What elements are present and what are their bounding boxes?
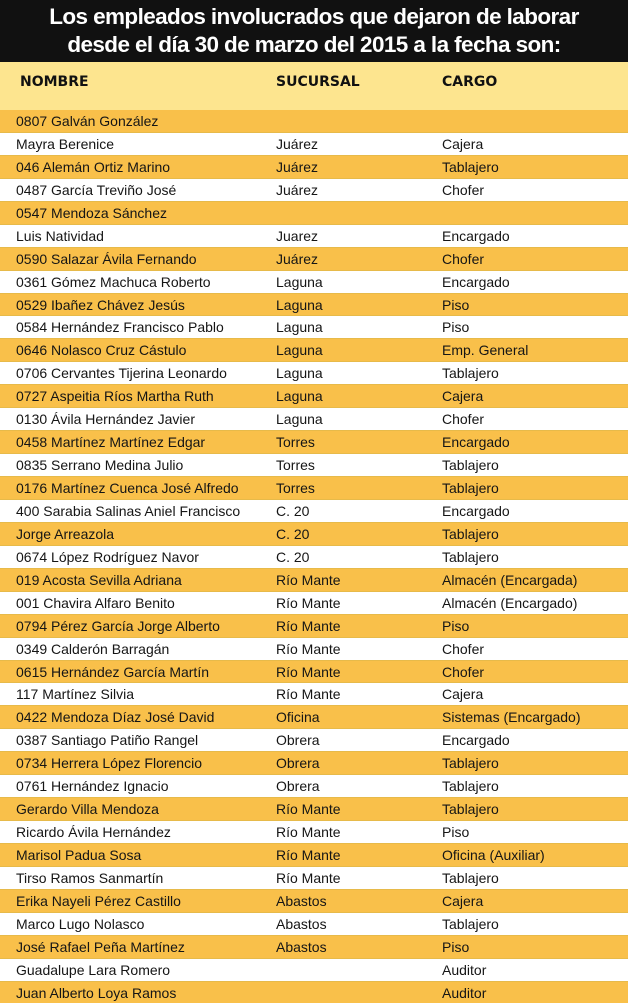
- cell-cargo: Tablajero: [442, 755, 499, 772]
- cell-cargo: Auditor: [442, 961, 487, 978]
- cell-sucursal: Río Mante: [276, 571, 341, 588]
- cell-nombre: José Rafael Peña Martínez: [16, 938, 185, 955]
- table-row: [0, 271, 628, 294]
- cell-nombre: 001 Chavira Alfaro Benito: [16, 594, 175, 611]
- cell-cargo: Encargado: [442, 434, 510, 451]
- cell-nombre: Ricardo Ávila Hernández: [16, 824, 171, 841]
- cell-sucursal: Abastos: [276, 892, 327, 909]
- cell-nombre: 0547 Mendoza Sánchez: [16, 204, 167, 221]
- table-row: [0, 592, 628, 615]
- table-row: [0, 798, 628, 821]
- cell-sucursal: Obrera: [276, 755, 320, 772]
- cell-cargo: Oficina (Auxiliar): [442, 847, 545, 863]
- cell-cargo: Chofer: [442, 250, 485, 267]
- table-row: [0, 867, 628, 890]
- table-row: [0, 500, 628, 523]
- cell-nombre: 0349 Calderón Barragán: [16, 640, 170, 657]
- cell-nombre: 0590 Salazar Ávila Fernando: [16, 250, 197, 267]
- table-row: [0, 890, 628, 913]
- cell-cargo: Tablajero: [442, 457, 499, 474]
- cell-sucursal: Juárez: [276, 158, 319, 175]
- cell-nombre: Erika Nayeli Pérez Castillo: [16, 892, 181, 909]
- cell-nombre: 0615 Hernández García Martín: [16, 663, 209, 680]
- table-row: [0, 982, 628, 1003]
- cell-sucursal: Laguna: [276, 365, 323, 382]
- table-row: [0, 821, 628, 844]
- cell-nombre: Mayra Berenice: [16, 135, 115, 152]
- cell-nombre: 0529 Ibañez Chávez Jesús: [16, 296, 185, 313]
- cell-nombre: 019 Acosta Sevilla Adriana: [16, 571, 182, 588]
- table-row: [0, 936, 628, 959]
- cell-nombre: Gerardo Villa Mendoza: [16, 801, 159, 818]
- cell-sucursal: Abastos: [276, 915, 327, 932]
- cell-nombre: 0176 Martínez Cuenca José Alfredo: [16, 480, 239, 496]
- cell-nombre: 117 Martínez Silvia: [16, 686, 135, 703]
- table-row: [0, 775, 628, 798]
- cell-nombre: 0361 Gómez Machuca Roberto: [16, 273, 211, 290]
- table-row: [0, 156, 628, 179]
- table-row: [0, 110, 628, 133]
- cell-sucursal: Oficina: [276, 709, 320, 726]
- cell-sucursal: Juárez: [276, 181, 319, 198]
- cell-sucursal: Obrera: [276, 732, 320, 749]
- cell-nombre: 0807 Galván González: [16, 113, 159, 129]
- cell-cargo: Piso: [442, 938, 470, 955]
- cell-nombre: Marisol Padua Sosa: [16, 847, 142, 863]
- cell-cargo: Cajera: [442, 892, 484, 909]
- cell-nombre: 0458 Martínez Martínez Edgar: [16, 434, 206, 451]
- cell-cargo: Tablajero: [442, 525, 499, 542]
- cell-nombre: 0674 López Rodríguez Navor: [16, 548, 199, 565]
- column-header-sucursal: SUCURSAL: [276, 74, 360, 90]
- cell-sucursal: Obrera: [276, 778, 320, 795]
- cell-sucursal: Río Mante: [276, 640, 341, 657]
- table-row: [0, 225, 628, 248]
- column-header-nombre: NOMBRE: [20, 74, 89, 90]
- table-row: [0, 844, 628, 867]
- column-header-cargo: CARGO: [442, 74, 498, 90]
- cell-sucursal: Juárez: [276, 135, 319, 152]
- cell-cargo: Sistemas (Encargado): [442, 709, 581, 726]
- cell-nombre: 0646 Nolasco Cruz Cástulo: [16, 342, 187, 359]
- cell-cargo: Tablajero: [442, 548, 499, 565]
- table-row: [0, 546, 628, 569]
- cell-cargo: Piso: [442, 319, 470, 336]
- table-row: [0, 615, 628, 638]
- cell-cargo: Piso: [442, 617, 470, 634]
- title-banner: [0, 0, 628, 62]
- cell-sucursal: Torres: [276, 480, 315, 496]
- table-row: [0, 133, 628, 156]
- table-row: [0, 294, 628, 317]
- cell-nombre: 046 Alemán Ortiz Marino: [16, 158, 171, 175]
- cell-cargo: Auditor: [442, 984, 487, 1001]
- table-row: [0, 477, 628, 500]
- cell-nombre: Juan Alberto Loya Ramos: [16, 984, 177, 1001]
- cell-sucursal: Laguna: [276, 273, 323, 290]
- table-row: [0, 569, 628, 592]
- cell-sucursal: Río Mante: [276, 617, 341, 634]
- cell-sucursal: Río Mante: [276, 824, 341, 841]
- cell-nombre: Jorge Arreazola: [16, 525, 115, 542]
- table-row: [0, 638, 628, 661]
- column-header-row: [0, 62, 628, 110]
- cell-cargo: Encargado: [442, 732, 510, 749]
- cell-cargo: Cajera: [442, 686, 484, 703]
- cell-cargo: Chofer: [442, 640, 485, 657]
- cell-nombre: 0794 Pérez García Jorge Alberto: [16, 617, 220, 634]
- cell-cargo: Almacén (Encargado): [442, 594, 578, 611]
- cell-nombre: Luis Natividad: [16, 227, 104, 244]
- employee-table-body: [0, 110, 628, 1003]
- table-row: [0, 362, 628, 385]
- table-row: [0, 316, 628, 339]
- cell-cargo: Tablajero: [442, 480, 499, 496]
- cell-cargo: Chofer: [442, 411, 485, 428]
- table-row: [0, 202, 628, 225]
- table-row: [0, 248, 628, 271]
- cell-sucursal: Río Mante: [276, 663, 341, 680]
- cell-cargo: Tablajero: [442, 915, 499, 932]
- table-row: [0, 523, 628, 546]
- cell-cargo: Chofer: [442, 663, 485, 680]
- cell-cargo: Tablajero: [442, 158, 499, 175]
- title-line-1: Los empleados involucrados que dejaron de laborar: [49, 4, 579, 29]
- cell-cargo: Tablajero: [442, 365, 499, 382]
- cell-nombre: Marco Lugo Nolasco: [16, 915, 145, 932]
- cell-sucursal: C. 20: [276, 525, 310, 542]
- cell-cargo: Cajera: [442, 135, 484, 152]
- table-row: [0, 408, 628, 431]
- cell-cargo: Piso: [442, 296, 470, 313]
- cell-cargo: Tablajero: [442, 778, 499, 795]
- cell-cargo: Almacén (Encargada): [442, 571, 578, 588]
- cell-nombre: 0727 Aspeitia Ríos Martha Ruth: [16, 388, 214, 405]
- cell-sucursal: Torres: [276, 457, 315, 474]
- cell-cargo: Emp. General: [442, 342, 529, 359]
- cell-sucursal: Juárez: [276, 250, 319, 267]
- cell-sucursal: Laguna: [276, 319, 323, 336]
- cell-nombre: 0734 Herrera López Florencio: [16, 755, 202, 772]
- cell-sucursal: Río Mante: [276, 801, 341, 818]
- cell-sucursal: Laguna: [276, 296, 323, 313]
- cell-nombre: 0835 Serrano Medina Julio: [16, 457, 184, 474]
- cell-nombre: 0584 Hernández Francisco Pablo: [16, 319, 224, 336]
- cell-nombre: Tirso Ramos Sanmartín: [16, 869, 164, 886]
- table-row: [0, 661, 628, 684]
- cell-sucursal: Río Mante: [276, 869, 341, 886]
- cell-sucursal: C. 20: [276, 502, 310, 519]
- table-row: [0, 339, 628, 362]
- cell-nombre: 0130 Ávila Hernández Javier: [16, 411, 195, 428]
- cell-cargo: Encargado: [442, 502, 510, 519]
- cell-sucursal: Río Mante: [276, 594, 341, 611]
- cell-nombre: 400 Sarabia Salinas Aniel Francisco: [16, 502, 241, 519]
- title-line-2: desde el día 30 de marzo del 2015 a la fecha son:: [67, 32, 561, 57]
- table-row: [0, 683, 628, 706]
- cell-nombre: 0761 Hernández Ignacio: [16, 778, 169, 795]
- table-row: [0, 752, 628, 775]
- cell-nombre: 0422 Mendoza Díaz José David: [16, 709, 215, 726]
- cell-sucursal: Abastos: [276, 938, 327, 955]
- cell-sucursal: Laguna: [276, 411, 323, 428]
- cell-sucursal: Río Mante: [276, 686, 341, 703]
- table-row: [0, 385, 628, 408]
- cell-sucursal: Laguna: [276, 388, 323, 405]
- cell-cargo: Tablajero: [442, 869, 499, 886]
- cell-cargo: Tablajero: [442, 801, 499, 818]
- cell-cargo: Cajera: [442, 388, 484, 405]
- table-row: [0, 179, 628, 202]
- table-row: [0, 706, 628, 729]
- cell-sucursal: Juarez: [276, 227, 319, 244]
- table-row: [0, 913, 628, 936]
- cell-sucursal: Río Mante: [276, 847, 341, 863]
- cell-nombre: 0706 Cervantes Tijerina Leonardo: [16, 365, 227, 382]
- cell-nombre: 0387 Santiago Patiño Rangel: [16, 732, 199, 749]
- table-row: [0, 454, 628, 477]
- cell-nombre: 0487 García Treviño José: [16, 181, 177, 198]
- cell-cargo: Piso: [442, 824, 470, 841]
- cell-cargo: Encargado: [442, 227, 510, 244]
- cell-sucursal: Torres: [276, 434, 315, 451]
- table-row: [0, 431, 628, 454]
- cell-sucursal: C. 20: [276, 548, 310, 565]
- table-row: [0, 959, 628, 982]
- cell-nombre: Guadalupe Lara Romero: [16, 961, 171, 978]
- cell-sucursal: Laguna: [276, 342, 323, 359]
- cell-cargo: Chofer: [442, 181, 485, 198]
- table-row: [0, 729, 628, 752]
- cell-cargo: Encargado: [442, 273, 510, 290]
